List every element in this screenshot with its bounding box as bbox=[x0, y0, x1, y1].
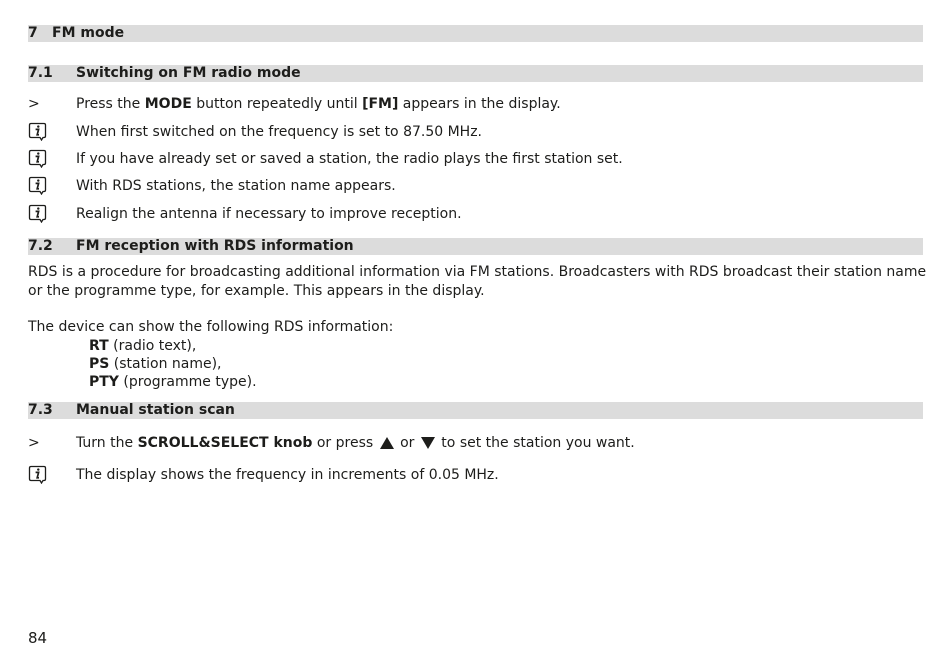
info-icon bbox=[28, 176, 47, 195]
subsection-title: Manual station scan bbox=[76, 402, 235, 418]
info-icon bbox=[28, 122, 47, 141]
note-text: Realign the antenna if necessary to improve reception. bbox=[76, 206, 462, 222]
paragraph-line: RDS is a procedure for broadcasting additional information via FM stations. Broadcasters with RDS broadcast their station name bbox=[28, 264, 927, 280]
note-row bbox=[28, 148, 923, 170]
note-row bbox=[28, 464, 923, 486]
step-text: Turn the SCROLL&SELECT knob or press or to set the station you want. bbox=[76, 435, 635, 451]
subsection-7-3-header bbox=[28, 402, 923, 419]
note-text: When first switched on the frequency is set to 87.50 MHz. bbox=[76, 124, 483, 140]
note-text: If you have already set or saved a station, the radio plays the first station set. bbox=[76, 151, 623, 167]
subsection-7-2-header bbox=[28, 238, 923, 255]
note-text: The display shows the frequency in increments of 0.05 MHz. bbox=[76, 467, 499, 483]
section-header-bar bbox=[28, 25, 923, 42]
note-row bbox=[28, 175, 923, 197]
info-icon bbox=[28, 204, 47, 223]
rds-list-item: PTY (programme type). bbox=[89, 374, 257, 390]
note-row bbox=[28, 121, 923, 143]
paragraph-line: or the programme type, for example. This appears in the display. bbox=[28, 283, 485, 299]
step-marker: > bbox=[28, 96, 40, 112]
subsection-number: 7.2 bbox=[28, 238, 53, 254]
triangle-down-icon bbox=[421, 437, 435, 449]
page-number: 84 bbox=[28, 629, 48, 647]
rds-list-intro: The device can show the following RDS information: bbox=[28, 319, 394, 335]
subsection-title: Switching on FM radio mode bbox=[76, 65, 301, 81]
section-number: 7 bbox=[28, 25, 38, 41]
subsection-number: 7.1 bbox=[28, 65, 53, 81]
info-icon bbox=[28, 149, 47, 168]
note-row bbox=[28, 203, 923, 225]
step-text: Press the MODE button repeatedly until [FM] appears in the display. bbox=[76, 96, 561, 112]
subsection-title: FM reception with RDS information bbox=[76, 238, 354, 254]
triangle-up-icon bbox=[380, 437, 394, 449]
subsection-7-1-header bbox=[28, 65, 923, 82]
instruction-step bbox=[28, 432, 923, 454]
rds-list-item: PS (station name), bbox=[89, 356, 222, 372]
rds-description bbox=[28, 263, 927, 301]
step-marker: > bbox=[28, 435, 40, 451]
note-text: With RDS stations, the station name appears. bbox=[76, 178, 396, 194]
rds-list-item: RT (radio text), bbox=[89, 338, 197, 354]
section-title: FM mode bbox=[52, 25, 125, 41]
subsection-number: 7.3 bbox=[28, 402, 53, 418]
info-icon bbox=[28, 465, 47, 484]
instruction-step bbox=[28, 93, 923, 115]
